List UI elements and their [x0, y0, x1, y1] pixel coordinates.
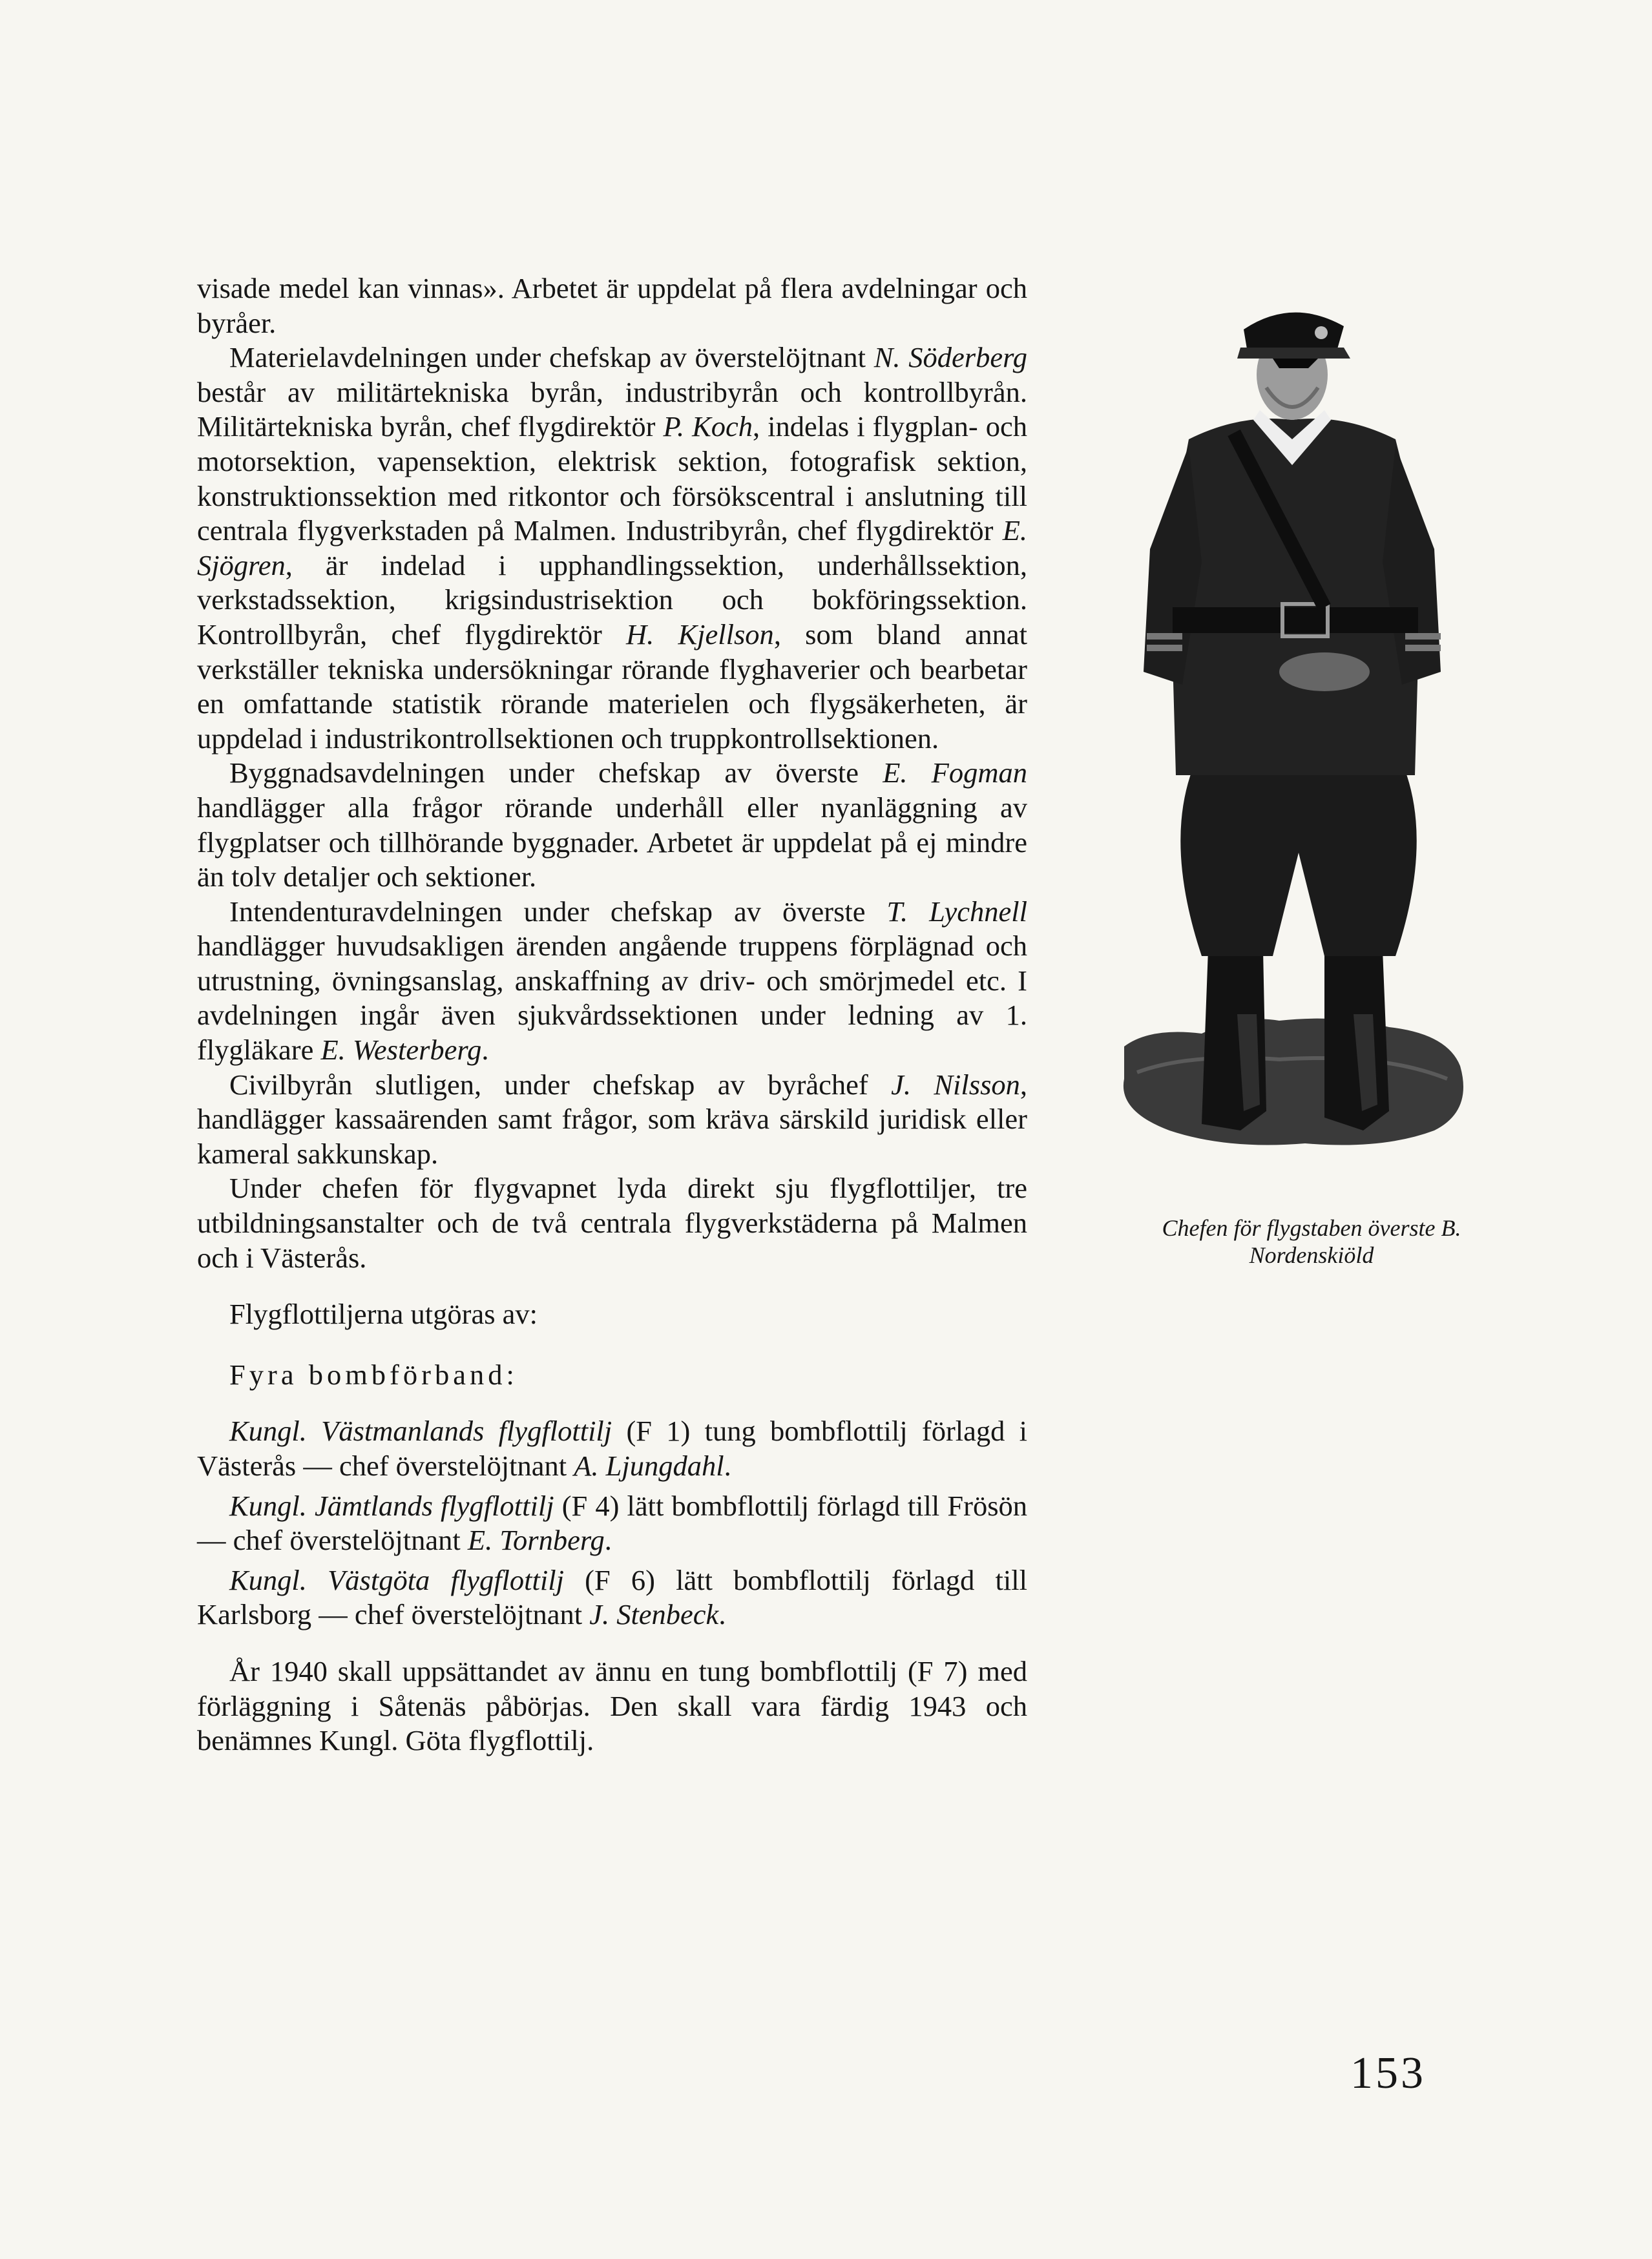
italic-name: A. Ljungdahl	[574, 1450, 724, 1482]
italic-name: Kungl. Västgöta flygflottilj	[229, 1563, 564, 1596]
paragraph: Civilbyrån slutligen, under chefskap av byråchef J. Nilsson, handlägger kassaärenden samt frågor, som kräva särskild juridisk eller kameral sakkunskap.	[197, 1068, 1028, 1170]
list-entry: Kungl. Västgöta flygflottilj (F 6) lätt bombflottilj förlagd till Karlsborg — chef överstelöjtnant J. Stenbeck.	[197, 1563, 1027, 1631]
officer-photograph	[1111, 271, 1473, 1208]
italic-name: Kungl. Jämtlands flygflottilj	[229, 1489, 554, 1522]
photo-caption	[1111, 1214, 1512, 1269]
italic-name: P. Koch	[663, 410, 753, 443]
paragraph: Materielavdelningen under chefskap av överstelöjtnant N. Söderberg består av militärtekniska byrån, industribyrån och kontrollbyrån. Militärtekniska byrån, chef flygdirektör P. Koch, indelas i flygplan- och motorsektion, vapensektion, elektrisk sektion, fotografisk sektion, konstruktionssektion med ritkontor och försökscentral i anslutning till centrala flygverkstaden på Malmen. Industribyrån, chef flygdirektör E. Sjögren, är indelad i upphandlingssektion, underhållssektion, verkstadssektion, krigsindustrisektion och bokföringssektion. Kontrollbyrån, chef flygdirektör H. Kjellson, som bland annat verkställer tekniska undersökningar rörande flyghaverier och bearbetar en omfattande statistik rörande materielen och flygsäkerheten, är uppdelad i industrikontrollsektionen och truppkontrollsektionen.	[197, 341, 1027, 755]
list-entry: Kungl. Västmanlands flygflottilj (F 1) tung bombflottilj förlagd i Västerås — chef överstelöjtnant A. Ljungdahl.	[197, 1415, 1028, 1482]
section-heading: Fyra bombförband:	[229, 1358, 518, 1391]
italic-name: J. Stenbeck	[589, 1598, 719, 1631]
italic-name: J. Nilsson	[891, 1068, 1020, 1101]
paragraph: År 1940 skall uppsättandet av ännu en tung bombflottilj (F 7) med förläggning i Såtenäs påbörjas. Den skall vara färdig 1943 och benämnes Kungl. Göta flygflottilj.	[197, 1654, 1027, 1757]
paragraph: visade medel kan vinnas». Arbetet är uppdelat på flera avdelningar och byråer.	[197, 272, 1027, 339]
page-number: 153	[1350, 2048, 1426, 2098]
paragraph: Under chefen för flygvapnet lyda direkt sju flygflottiljer, tre utbildningsanstalter och de två centrala flygverkstäderna på Malmen och i Västerås.	[197, 1172, 1027, 1274]
italic-name: H. Kjellson	[626, 618, 774, 651]
paragraph: Intendenturavdelningen under chefskap av överste T. Lychnell handlägger huvudsakligen ärenden angående truppens förplägnad och utrustning, övningsanslag, anskaffning av driv- och smörjmedel etc. I avdelningen ingår även sjukvårdssektionen under ledning av 1. flygläkare E. Westerberg.	[197, 895, 1027, 1067]
italic-name: N. Söderberg	[873, 341, 1027, 374]
italic-name: E. Sjögren	[197, 514, 1027, 581]
italic-name: Kungl. Västmanlands flygflottilj	[229, 1415, 612, 1448]
caption-line-2: Nordenskiöld	[1249, 1242, 1374, 1268]
paragraph: Byggnadsavdelningen under chefskap av överste E. Fogman handlägger alla frågor rörande underhåll eller nyanläggning av flygplatser och tillhörande byggnader. Arbetet är uppdelat på ej mindre än tolv detaljer och sektioner.	[197, 756, 1027, 893]
italic-name: E. Fogman	[883, 756, 1027, 789]
italic-name: T. Lychnell	[886, 895, 1027, 928]
list-entry: Kungl. Jämtlands flygflottilj (F 4) lätt bombflottilj förlagd till Frösön — chef överstelöjtnant E. Tornberg.	[197, 1489, 1028, 1557]
italic-name: E. Tornberg	[467, 1524, 605, 1557]
body-text	[197, 271, 1027, 1758]
paragraph: Flygflottiljerna utgöras av:	[229, 1298, 538, 1331]
italic-name: E. Westerberg	[320, 1034, 482, 1067]
caption-line-1: Chefen för flygstaben överste B.	[1162, 1215, 1461, 1241]
